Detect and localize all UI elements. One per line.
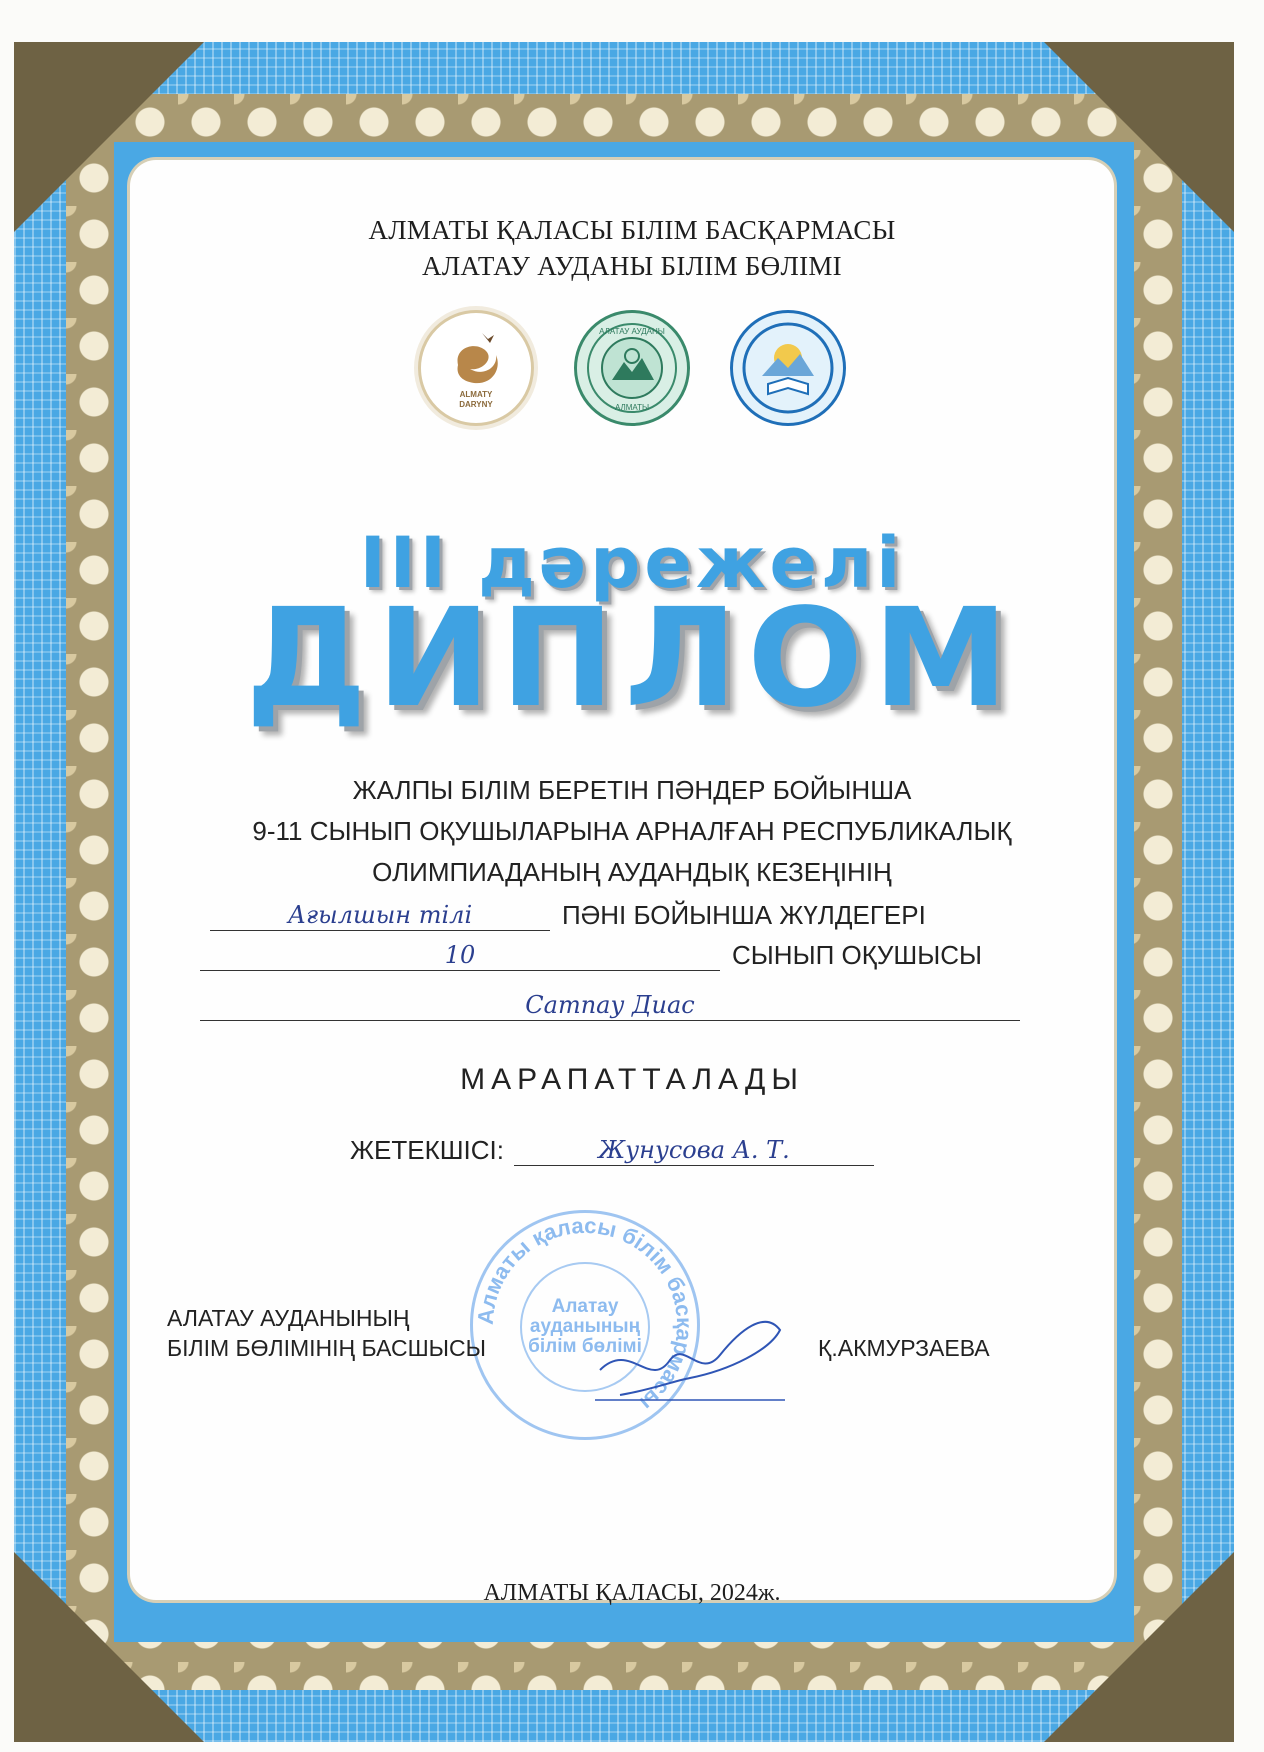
leader-name-field: Жунусова А. Т. bbox=[514, 1135, 874, 1166]
logo2-caption-1: АЛАТАУ АУДАНЫ bbox=[599, 327, 665, 336]
place-and-year: АЛМАТЫ ҚАЛАСЫ, 2024ж. bbox=[483, 1580, 781, 1606]
issuer-line-1: АЛМАТЫ ҚАЛАСЫ БІЛІМ БАСҚАРМАСЫ bbox=[368, 215, 896, 245]
subject-row bbox=[210, 900, 926, 931]
almaty-daryny-logo-icon bbox=[418, 310, 534, 426]
leader-row bbox=[350, 1135, 874, 1166]
stamp-center: Алатау ауданының білім бөлімі bbox=[520, 1262, 650, 1392]
issuer-header bbox=[0, 212, 1264, 284]
signatory-title-line-1: АЛАТАУ АУДАНЫНЫҢ bbox=[167, 1305, 410, 1331]
award-text: МАРАПАТТАЛАДЫ bbox=[460, 1063, 804, 1096]
alatau-audany-emblem-icon bbox=[574, 310, 690, 426]
student-name-field: Сатпау Диас bbox=[200, 990, 1020, 1021]
logo1-caption-1: ALMATY bbox=[459, 390, 493, 399]
student-row bbox=[200, 990, 1020, 1021]
signatory-title-line-2: БІЛІМ БӨЛІМІНІҢ БАСШЫСЫ bbox=[167, 1335, 486, 1361]
issuer-line-2: АЛАТАУ АУДАНЫ БІЛІМ БӨЛІМІ bbox=[422, 251, 842, 281]
education-department-emblem-icon bbox=[730, 310, 846, 426]
signatory-name: Қ.АКМУРЗАЕВА bbox=[818, 1335, 990, 1361]
logo1-caption-2: DARYNY bbox=[459, 400, 493, 409]
stamp-outer-text: Алматы қаласы білім басқармасы bbox=[473, 1213, 697, 1416]
degree-title: ІІІ дәрежелі bbox=[359, 522, 905, 604]
diploma-title: ДИПЛОМ bbox=[245, 580, 1019, 738]
description-line-1: ЖАЛПЫ БІЛІМ БЕРЕТІН ПӘНДЕР БОЙЫНША bbox=[352, 775, 912, 805]
grade-label: СЫНЫП ОҚУШЫСЫ bbox=[732, 940, 983, 970]
logo-row bbox=[0, 310, 1264, 426]
handwritten-signature bbox=[590, 1300, 790, 1410]
signatory-title bbox=[167, 1303, 486, 1363]
leader-label: ЖЕТЕКШІСІ: bbox=[350, 1135, 504, 1165]
grade-field: 10 bbox=[200, 940, 720, 971]
grade-row bbox=[200, 940, 982, 971]
subject-label: ПӘНІ БОЙЫНША ЖҮЛДЕГЕРІ bbox=[562, 900, 926, 930]
logo2-caption-2: АЛМАТЫ bbox=[614, 403, 650, 412]
olympiad-description bbox=[0, 770, 1264, 893]
description-line-2: 9-11 СЫНЫП ОҚУШЫЛАРЫНА АРНАЛҒАН РЕСПУБЛИКАЛЫҚ bbox=[252, 816, 1012, 846]
description-line-3: ОЛИМПИАДАНЫҢ АУДАНДЫҚ КЕЗЕҢІНІҢ bbox=[372, 857, 892, 887]
subject-field: Ағылшын тілі bbox=[210, 900, 550, 931]
